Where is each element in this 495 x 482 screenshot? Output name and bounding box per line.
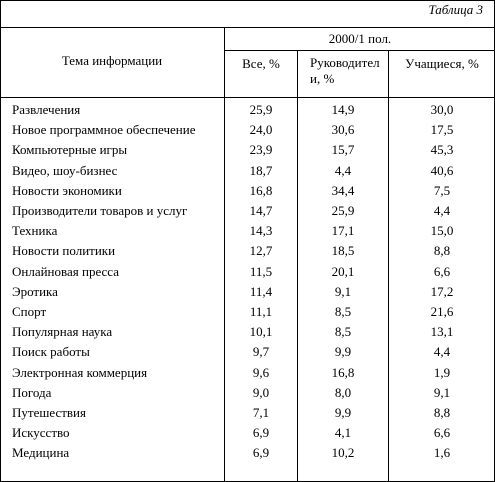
row-topic: Погода bbox=[12, 384, 52, 400]
row-all-value: 14,3 bbox=[249, 223, 273, 239]
row-managers-value: 25,9 bbox=[331, 203, 355, 218]
row-all-value: 11,5 bbox=[249, 263, 273, 279]
row-topic: Новости политики bbox=[12, 243, 116, 259]
row-managers-value: 9,9 bbox=[334, 344, 352, 360]
row-topic: Искусство bbox=[12, 425, 70, 441]
header-topic: Тема информации bbox=[61, 53, 163, 68]
period-divider-line bbox=[224, 50, 495, 51]
row-students-value: 8,8 bbox=[433, 405, 451, 420]
row-managers-value: 10,2 bbox=[331, 445, 355, 461]
row-all-value: 9,7 bbox=[252, 344, 270, 360]
header-managers: Руководител и, % bbox=[310, 55, 380, 86]
row-all-value: 24,0 bbox=[249, 122, 273, 138]
row-managers-value: 9,1 bbox=[334, 283, 352, 299]
row-students-value: 7,5 bbox=[433, 182, 451, 198]
row-topic: Медицина bbox=[12, 445, 70, 461]
row-all-value: 11,1 bbox=[249, 304, 273, 319]
row-managers-value: 8,0 bbox=[334, 384, 352, 400]
row-students-value: 15,0 bbox=[430, 223, 454, 239]
row-students-value: 6,6 bbox=[433, 425, 451, 441]
row-students-value: 45,3 bbox=[430, 142, 454, 158]
row-topic: Производители товаров и услуг bbox=[12, 203, 188, 218]
row-all-value: 9,6 bbox=[252, 364, 270, 380]
row-managers-value: 14,9 bbox=[331, 102, 355, 117]
row-all-value: 11,4 bbox=[249, 283, 273, 299]
row-managers-value: 17,1 bbox=[331, 223, 355, 239]
row-topic: Видео, шоу-бизнес bbox=[12, 162, 118, 178]
row-managers-value: 8,5 bbox=[334, 324, 352, 340]
row-topic: Новое программное обеспечение bbox=[12, 122, 196, 138]
row-students-value: 8,8 bbox=[433, 243, 451, 259]
row-students-value: 1,9 bbox=[433, 364, 451, 380]
row-managers-value: 4,1 bbox=[334, 425, 352, 441]
row-topic: Поиск работы bbox=[12, 344, 90, 360]
header-period: 2000/1 пол. bbox=[328, 31, 392, 46]
row-managers-value: 8,5 bbox=[334, 304, 352, 319]
row-all-value: 25,9 bbox=[249, 102, 273, 117]
row-all-value: 6,9 bbox=[252, 445, 270, 461]
row-students-value: 1,6 bbox=[433, 445, 451, 461]
table-caption: Таблица 3 bbox=[428, 2, 483, 17]
row-topic: Развлечения bbox=[12, 102, 81, 117]
header-all: Все, % bbox=[242, 56, 280, 71]
row-managers-value: 16,8 bbox=[331, 364, 355, 380]
row-students-value: 4,4 bbox=[433, 344, 451, 360]
row-topic: Эротика bbox=[12, 283, 58, 299]
header-top-line bbox=[0, 27, 495, 28]
row-topic: Путешествия bbox=[12, 405, 86, 420]
row-all-value: 16,8 bbox=[249, 182, 273, 198]
row-students-value: 4,4 bbox=[433, 203, 451, 218]
row-topic: Компьютерные игры bbox=[12, 142, 128, 158]
row-managers-value: 15,7 bbox=[331, 142, 355, 158]
row-topic: Техника bbox=[12, 223, 58, 239]
row-topic: Электронная коммерция bbox=[12, 364, 148, 380]
row-managers-value: 30,6 bbox=[331, 122, 355, 138]
row-topic: Спорт bbox=[12, 304, 47, 319]
row-all-value: 6,9 bbox=[252, 425, 270, 441]
row-all-value: 9,0 bbox=[252, 384, 270, 400]
row-managers-value: 34,4 bbox=[331, 182, 355, 198]
header-students: Учащиеся, % bbox=[405, 56, 479, 71]
row-all-value: 18,7 bbox=[249, 162, 273, 178]
row-students-value: 17,2 bbox=[430, 283, 454, 299]
row-managers-value: 4,4 bbox=[334, 162, 352, 178]
row-topic: Новости экономики bbox=[12, 182, 122, 198]
header-bottom-line bbox=[0, 97, 495, 98]
row-all-value: 12,7 bbox=[249, 243, 273, 259]
row-students-value: 30,0 bbox=[430, 102, 454, 117]
row-students-value: 13,1 bbox=[430, 324, 454, 340]
row-students-value: 6,6 bbox=[433, 263, 451, 279]
row-all-value: 14,7 bbox=[249, 203, 273, 218]
row-all-value: 7,1 bbox=[252, 405, 270, 420]
row-all-value: 23,9 bbox=[249, 142, 273, 158]
row-managers-value: 9,9 bbox=[334, 405, 352, 420]
row-topic: Онлайновая пресса bbox=[12, 263, 120, 279]
row-topic: Популярная наука bbox=[12, 324, 113, 340]
row-students-value: 17,5 bbox=[430, 122, 454, 138]
row-all-value: 10,1 bbox=[249, 324, 273, 340]
row-managers-value: 18,5 bbox=[331, 243, 355, 259]
row-managers-value: 20,1 bbox=[331, 263, 355, 279]
row-students-value: 40,6 bbox=[430, 162, 454, 178]
row-students-value: 21,6 bbox=[430, 304, 454, 319]
row-students-value: 9,1 bbox=[433, 384, 451, 400]
